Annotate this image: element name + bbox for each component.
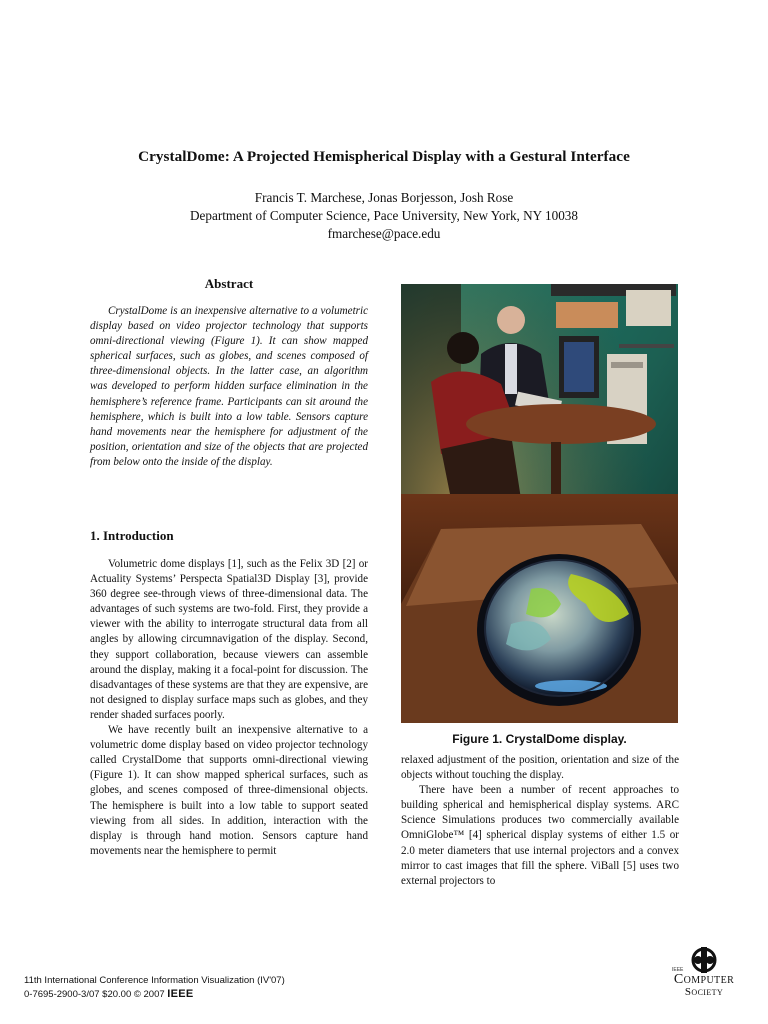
figure-1-caption: Figure 1. CrystalDome display.	[452, 732, 627, 746]
footer-copyright	[24, 988, 194, 1000]
figure-1-photo	[401, 284, 678, 723]
intro-paragraph-2: We have recently built an inexpensive alternative to a volumetric dome display based on video projector technology called CrystalDome that supports omni-directional viewing (Figure 1). It can show mapped spherical surfaces, such as globes, and scenes composed of three-dimensional objects. The hemisphere is built into a low table to support seated viewing from all sides. In addition, interaction with the display is through hand motion. Sensors capture hand movements near the hemisphere to permit	[90, 724, 368, 857]
paper-title: CrystalDome: A Projected Hemispherical Display with a Gestural Interface	[138, 148, 630, 165]
section-heading-introduction: 1. Introduction	[90, 528, 174, 543]
right-column-body	[401, 753, 679, 889]
paper-email: fmarchese@pace.edu	[327, 226, 441, 241]
abstract-heading: Abstract	[204, 276, 254, 291]
paper-affiliation: Department of Computer Science, Pace University, New York, NY 10038	[190, 208, 578, 223]
logo-ieee-text: IEEE	[672, 967, 684, 973]
intro-paragraph-1: Volumetric dome displays [1], such as the Felix 3D [2] or Actuality Systems’ Perspecta Spatial3D Display [3], provide 360 degree see-through views of three-dimensional data. The advantages of such systems are two-fold. First, they provide a viewer with the ability to interrogate structural data from all angles by allowing circumnavigation of the display. Second, they support collaboration, because viewers can assemble around the display, making it a focal-point for discussion. The disadvantages of these systems are that they are expensive, are not designed to display surface maps such as globes, and they render shaded surfaces poorly.	[90, 558, 368, 721]
introduction-body	[90, 557, 368, 859]
footer-conference: 11th International Conference Information Visualization (IV'07)	[24, 975, 285, 986]
abstract-paragraph: CrystalDome is an inexpensive alternative to a volumetric display based on video projector technology that supports omni-directional viewing (Figure 1). It can show mapped spherical surfaces, such as globes, and scenes composed of three-dimensional objects. In the latter case, an algorithm was developed to perform hidden surface elimination in the hemisphere’s reference frame. Participants can sit around the hemisphere, which is built into a low table. Sensors capture hand movements near the hemisphere for adjustment of the position, orientation and size of the objects that are projected from below onto the inside of the display.	[90, 305, 368, 468]
right-paragraph-2: There have been a number of recent approaches to building spherical and hemispherical display systems. ARC Science Simulations produces two commercially available OmniGlobe™ [4] spherical display systems of either 1.5 or 2.0 meter diameters that use internal projectors and a convex mirror to cast images that fill the sphere. ViBall [5] uses two external projectors to	[401, 784, 679, 887]
right-paragraph-1: relaxed adjustment of the position, orientation and size of the objects without touching the display.	[401, 754, 679, 782]
logo-society-text: Society	[684, 986, 724, 998]
footer-price-copyright: 0-7695-2900-3/07 $20.00 © 2007	[24, 989, 165, 1000]
logo-computer-text: Computer	[673, 972, 735, 987]
footer-ieee: IEEE	[167, 988, 194, 1000]
paper-authors: Francis T. Marchese, Jonas Borjesson, Josh Rose	[254, 190, 514, 205]
abstract-body	[90, 304, 368, 470]
